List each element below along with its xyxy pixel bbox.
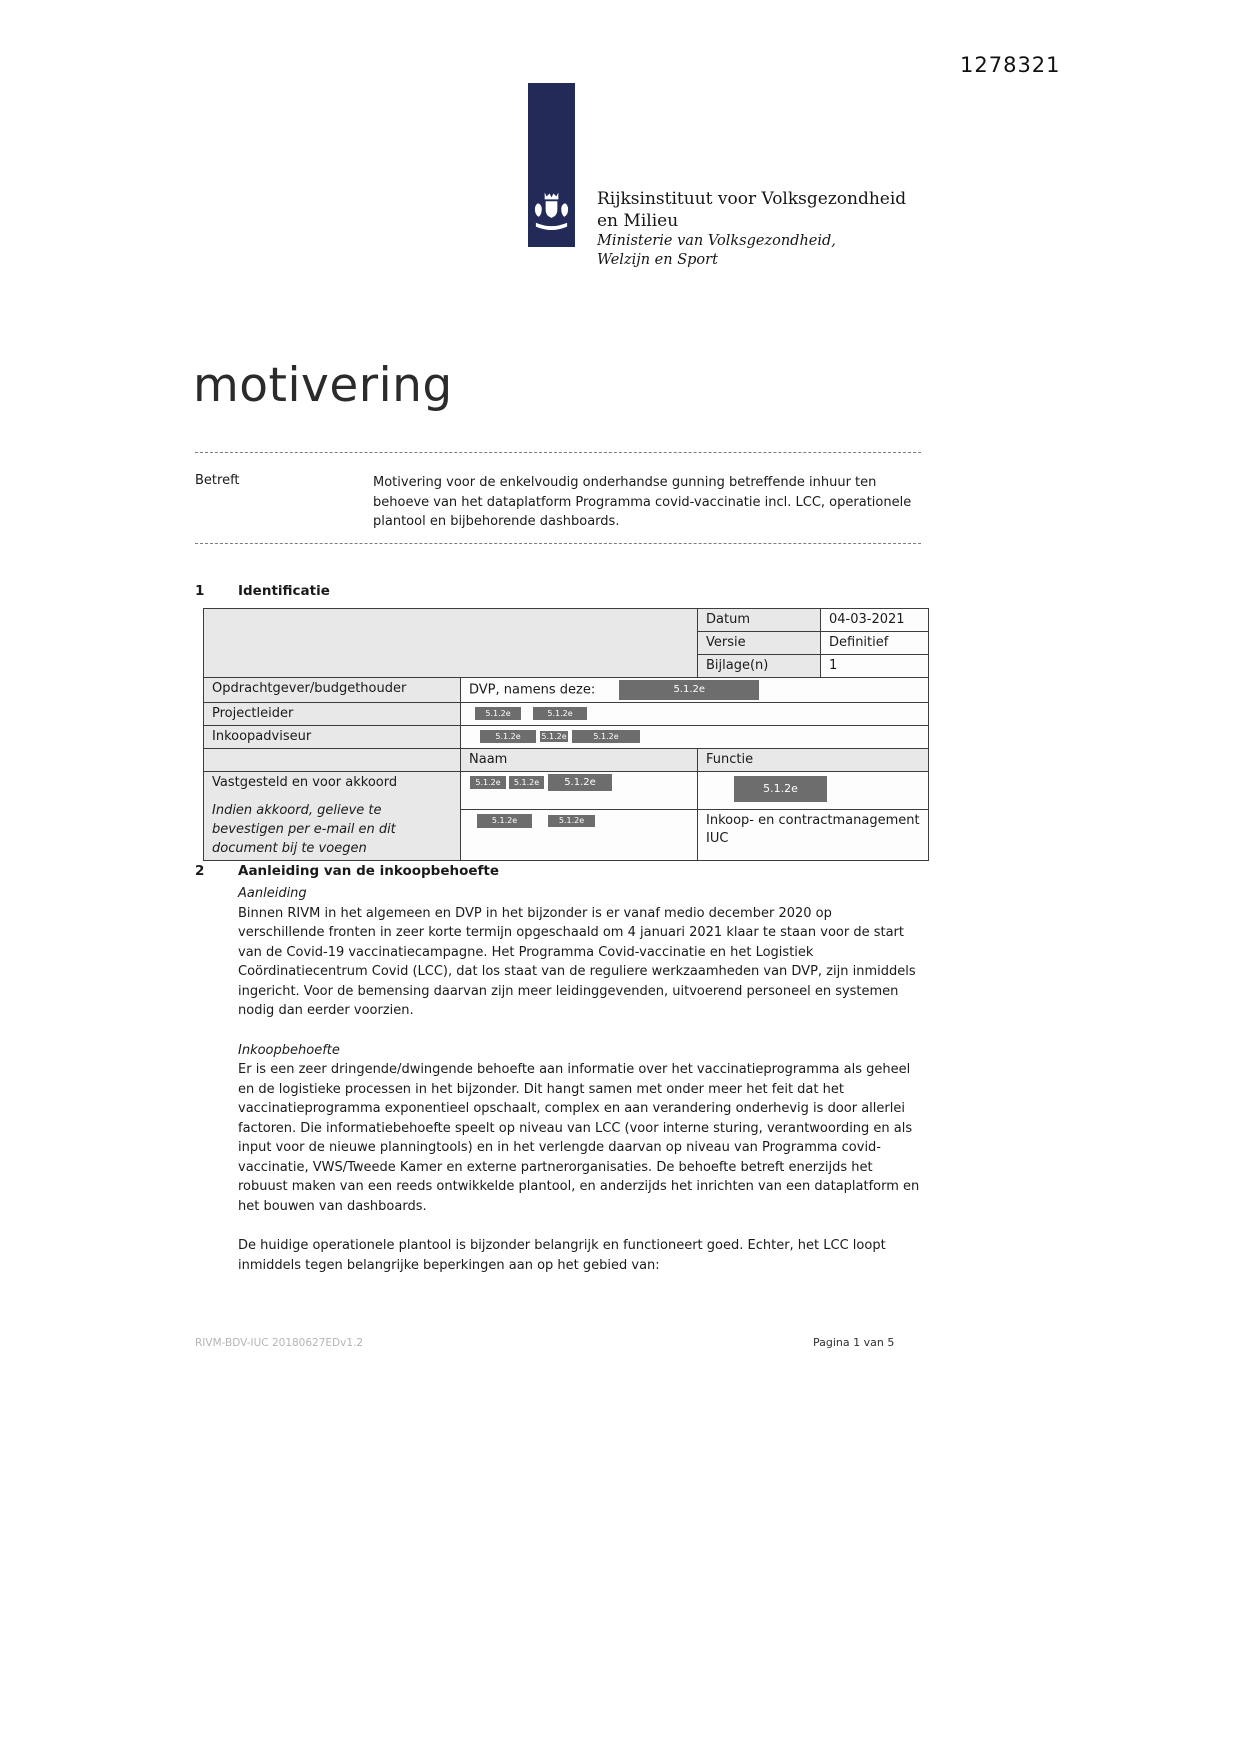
projectleider-label-cell: Projectleider: [204, 703, 461, 726]
redacted-5-1-2e: 5.1.2e: [572, 730, 640, 743]
footer-page-number: Pagina 1 van 5: [813, 1336, 895, 1349]
versie-value-cell: Definitief: [821, 632, 929, 655]
inkoopbehoefte-paragraph: Er is een zeer dringende/dwingende behoefte aan informatie over het vaccinatieprogramma als geheel en de logistieke processen in het bijzonder. Dit hangt samen met onder meer het feit dat het vaccinatieprogramma exponentieel opschaalt, complex en aan verandering onderhevig is door allerlei factoren. Die informatiebehoefte speelt op niveau van LCC (voor interne sturing, verantwoording en als input voor de nieuwe planningtools) en in het verlengde daarvan op niveau van Programma covid-vaccinatie, VWS/Tweede Kamer en externe partnerorganisaties. De behoefte betreft enerzijds het robuust maken van een reeds ontwikkelde plantool, en anderzijds het inrichten van een dataplatform en het bouwen van dashboards.: [238, 1062, 920, 1214]
table-row: [204, 678, 929, 703]
table-row: [204, 609, 929, 632]
ministry-line2: Welzijn en Sport: [597, 252, 718, 268]
vastgesteld-naam-cell: [461, 772, 698, 810]
closing-paragraph: De huidige operationele plantool is bijzonder belangrijk en functioneert goed. Echter, het LCC loopt inmiddels tegen belangrijke beperkingen aan op het gebied van:: [238, 1238, 886, 1273]
empty-header-cell: [204, 609, 698, 678]
aanleiding-subheading: Aanleiding: [238, 886, 307, 901]
empty-label-cell: [204, 749, 461, 772]
section1-title: Identificatie: [238, 583, 330, 599]
footer-document-code: RIVM-BDV-IUC 20180627EDv1.2: [195, 1337, 364, 1349]
section2-body: [238, 884, 922, 1275]
betreft-row: [195, 473, 921, 532]
naam-header-cell: Naam: [461, 749, 698, 772]
dashed-divider-top: [195, 452, 921, 453]
table-row: [204, 703, 929, 726]
rivm-logo-banner: [528, 83, 575, 247]
table-row: [204, 749, 929, 772]
section2-heading: [195, 863, 499, 879]
betreft-text: Motivering voor de enkelvoudig onderhandse gunning betreffende inhuur ten behoeve van het dataplatform Programma covid-vaccinatie incl. LCC, operationele plantool en bijbehorende dashboards.: [373, 475, 912, 529]
vastgesteld-label-cell: [204, 772, 461, 861]
redacted-5-1-2e: 5.1.2e: [480, 730, 536, 743]
ministry-line1: Ministerie van Volksgezondheid,: [597, 233, 836, 249]
coat-of-arms-icon: [532, 189, 571, 235]
opdrachtgever-value-cell: [461, 678, 929, 703]
table-row: [204, 726, 929, 749]
opdrachtgever-label-cell: Opdrachtgever/budgethouder: [204, 678, 461, 703]
section1-heading: [195, 583, 330, 599]
bijlagen-label-cell: Bijlage(n): [698, 655, 821, 678]
opdrachtgever-value-text: DVP, namens deze:: [469, 682, 596, 698]
redacted-5-1-2e: 5.1.2e: [533, 707, 587, 720]
org-name-line2: en Milieu: [597, 211, 679, 231]
redacted-5-1-2e: 5.1.2e: [509, 776, 544, 789]
akkoord-naam-cell: [461, 810, 698, 861]
identification-table: [203, 608, 929, 861]
org-name-line1: Rijksinstituut voor Volksgezondheid: [597, 189, 907, 209]
vastgesteld-label: Vastgesteld en voor akkoord: [212, 775, 398, 790]
redacted-5-1-2e: 5.1.2e: [541, 732, 567, 741]
bijlagen-value-cell: 1: [821, 655, 929, 678]
inkoopbehoefte-subheading: Inkoopbehoefte: [238, 1042, 340, 1058]
document-number: 1278321: [960, 53, 1061, 77]
redacted-5-1-2e: 5.1.2e: [548, 774, 612, 791]
betreft-label: Betreft: [195, 473, 240, 488]
projectleider-value-cell: [461, 703, 929, 726]
vastgesteld-note: Indien akkoord, gelieve te bevestigen per e-mail en dit document bij te voegen: [212, 803, 396, 856]
inkoopadviseur-value-cell: [461, 726, 929, 749]
functie-header-cell: Functie: [698, 749, 929, 772]
dashed-divider-bottom: [195, 543, 921, 544]
page-title: motivering: [193, 358, 453, 413]
akkoord-functie-cell: Inkoop- en contractmanagement IUC: [698, 810, 929, 861]
section2-number: 2: [195, 863, 205, 879]
redacted-5-1-2e: 5.1.2e: [619, 680, 759, 700]
section1-number: 1: [195, 583, 205, 599]
section2-title: Aanleiding van de inkoopbehoefte: [238, 863, 499, 879]
datum-label-cell: Datum: [698, 609, 821, 632]
redacted-5-1-2e: 5.1.2e: [734, 776, 827, 802]
vastgesteld-functie-cell: [698, 772, 929, 810]
redacted-5-1-2e: 5.1.2e: [477, 814, 532, 828]
datum-value-cell: 04-03-2021: [821, 609, 929, 632]
table-row: [204, 772, 929, 810]
inkoopadviseur-label-cell: Inkoopadviseur: [204, 726, 461, 749]
redacted-5-1-2e: 5.1.2e: [548, 815, 595, 827]
versie-label-cell: Versie: [698, 632, 821, 655]
redacted-5-1-2e: 5.1.2e: [475, 707, 521, 720]
logo-text-block: [597, 188, 906, 270]
redacted-5-1-2e: 5.1.2e: [470, 776, 506, 789]
aanleiding-paragraph: Binnen RIVM in het algemeen en DVP in het bijzonder is er vanaf medio december 2020 op verschillende fronten in zeer korte termijn opgeschaald om 4 januari 2021 klaar te staan voor de start van de Covid-19 vaccinatiecampagne. Het Programma Covid-vaccinatie en het Logistiek Coördinatiecentrum Covid (LCC), dat los staat van de reguliere werkzaamheden van DVP, zijn inmiddels ingericht. Voor de bemensing daarvan zijn meer leidinggevenden, uitvoerend personeel en systemen nodig dan eerder voorzien.: [238, 905, 916, 1018]
